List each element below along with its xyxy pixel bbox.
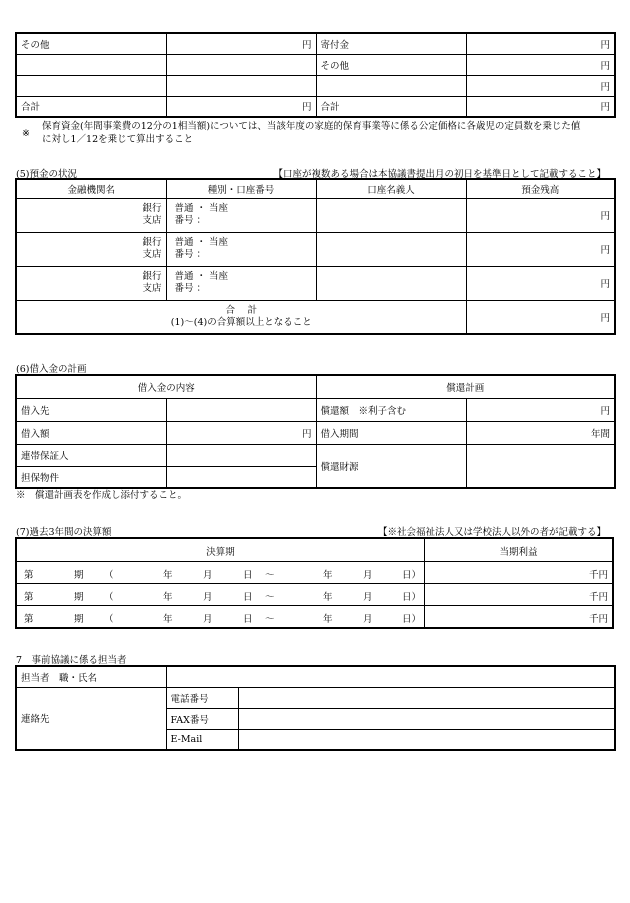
loan-row <box>16 421 615 444</box>
holder-cell[interactable] <box>316 232 466 266</box>
deposits-table <box>15 178 616 335</box>
label-month: 月 <box>203 614 213 625</box>
income-left-label[interactable] <box>16 54 166 75</box>
account-number-label: 番号 ： <box>174 249 207 260</box>
contact-heading: 7 事前協議に係る担当者 <box>16 655 127 666</box>
person-value[interactable] <box>166 666 615 687</box>
bank-label: 銀行 <box>142 203 162 214</box>
settlement-row <box>17 606 612 627</box>
label-tilde: ～ <box>265 592 275 603</box>
branch-label: 支店 <box>142 215 162 226</box>
lender-value[interactable] <box>166 398 316 421</box>
income-left-amount[interactable]: 円 <box>166 33 316 54</box>
income-row <box>16 33 615 54</box>
account-number-label: 番号 ： <box>174 215 207 226</box>
deposits-heading-note: 【口座が複数ある場合は本協議書提出月の初日を基準日として記載すること】 <box>273 169 606 180</box>
repayment-plan-header: 償還計画 <box>316 375 615 398</box>
contact-row <box>16 666 615 687</box>
loan-row <box>16 398 615 421</box>
contact-table <box>15 665 616 751</box>
bank-name-cell[interactable] <box>16 232 166 266</box>
header-bank: 金融機関名 <box>16 179 166 198</box>
label-year: 年 <box>163 570 173 581</box>
open-paren: （ <box>104 570 114 581</box>
repay-source-value[interactable] <box>466 444 615 488</box>
label-month: 月 <box>203 570 213 581</box>
deposits-header-row <box>16 179 615 198</box>
income-left-amount[interactable] <box>166 75 316 96</box>
deposit-total-row <box>16 300 615 334</box>
contact-row <box>16 687 615 708</box>
email-value[interactable] <box>238 729 615 750</box>
label-day: 日 <box>243 614 253 625</box>
income-right-label: その他 <box>316 54 466 75</box>
deposit-row <box>16 232 615 266</box>
label-month: 月 <box>363 570 373 581</box>
income-right-amount[interactable]: 円 <box>466 33 615 54</box>
lender-label: 借入先 <box>16 398 166 421</box>
loan-table <box>15 374 616 489</box>
fax-label: FAX番号 <box>166 708 238 729</box>
label-month: 月 <box>363 614 373 625</box>
label-year: 年 <box>323 614 333 625</box>
branch-label: 支店 <box>142 249 162 260</box>
income-table <box>15 32 616 118</box>
income-total-row <box>16 96 615 117</box>
account-type: 普通 ・ 当座 <box>174 237 229 248</box>
note-mark: ※ <box>22 128 30 139</box>
loan-content-header: 借入金の内容 <box>16 375 316 398</box>
branch-label: 支店 <box>142 283 162 294</box>
balance-cell[interactable]: 円 <box>466 266 615 300</box>
phone-label: 電話番号 <box>166 687 238 708</box>
header-account: 種別・口座番号 <box>166 179 316 198</box>
deposit-total-label: 合 計 <box>225 304 258 316</box>
profit-value[interactable]: 千円 <box>588 614 608 625</box>
account-cell[interactable] <box>166 198 316 232</box>
loan-row <box>16 444 615 466</box>
label-ki: 期 <box>74 570 84 581</box>
profit-value[interactable]: 千円 <box>588 592 608 603</box>
holder-cell[interactable] <box>316 198 466 232</box>
settlement-table <box>15 537 614 629</box>
settlement-row <box>17 562 612 583</box>
repay-amount-label: 償還額 ※利子含む <box>316 398 466 421</box>
loan-period-value[interactable]: 年間 <box>466 421 615 444</box>
income-left-label[interactable] <box>16 75 166 96</box>
bank-label: 銀行 <box>142 271 162 282</box>
settlement-heading: (7)過去3年間の決算額 <box>16 527 112 538</box>
label-year: 年 <box>163 614 173 625</box>
income-right-amount[interactable]: 円 <box>466 54 615 75</box>
income-right-label[interactable] <box>316 75 466 96</box>
phone-value[interactable] <box>238 687 615 708</box>
guarantor-label: 連帯保証人 <box>16 444 166 466</box>
repay-amount-value[interactable]: 円 <box>466 398 615 421</box>
loan-header-row <box>16 375 615 398</box>
income-row <box>16 75 615 96</box>
loan-amount-value[interactable]: 円 <box>166 421 316 444</box>
income-total-amount[interactable]: 円 <box>166 96 316 117</box>
label-day: 日 <box>243 570 253 581</box>
label-dai: 第 <box>24 592 34 603</box>
account-type: 普通 ・ 当座 <box>174 203 229 214</box>
deposits-heading: (5)預金の状況 <box>16 169 77 180</box>
loan-note: ※ 償還計画表を作成し添付すること。 <box>16 490 188 501</box>
header-period: 決算期 <box>206 547 235 558</box>
label-month: 月 <box>203 592 213 603</box>
income-total-amount[interactable]: 円 <box>466 96 615 117</box>
label-year: 年 <box>323 570 333 581</box>
deposit-row <box>16 198 615 232</box>
income-left-amount[interactable] <box>166 54 316 75</box>
note-line-2: に対し1／12を乗じて算出すること <box>42 134 194 145</box>
open-paren: （ <box>104 614 114 625</box>
label-day-close: 日） <box>402 614 422 625</box>
settlement-heading-note: 【※社会福祉法人又は学校法人以外の者が記載する】 <box>377 527 606 538</box>
label-year: 年 <box>323 592 333 603</box>
repay-source-label: 償還財源 <box>316 444 466 488</box>
loan-heading: (6)借入金の計画 <box>16 364 87 375</box>
header-holder: 口座名義人 <box>316 179 466 198</box>
label-tilde: ～ <box>265 570 275 581</box>
label-dai: 第 <box>24 570 34 581</box>
settlement-row <box>17 584 612 605</box>
collateral-label: 担保物件 <box>16 466 166 488</box>
bank-name-cell[interactable] <box>16 198 166 232</box>
income-right-label: 寄付金 <box>316 33 466 54</box>
loan-period-label: 借入期間 <box>316 421 466 444</box>
bank-label: 銀行 <box>142 237 162 248</box>
period-number-input[interactable] <box>41 565 69 580</box>
period-number-input[interactable] <box>41 609 69 624</box>
person-label: 担当者 職・氏名 <box>16 666 166 687</box>
header-balance: 預金残高 <box>466 179 615 198</box>
balance-cell[interactable]: 円 <box>466 198 615 232</box>
note-line-1: 保育資金(年間事業費の12分の1相当額)については、当該年度の家庭的保育事業等に係る公定価格に各歳児の定員数を乗じた値 <box>42 121 581 132</box>
fax-value[interactable] <box>238 708 615 729</box>
income-right-amount[interactable]: 円 <box>466 75 615 96</box>
label-ki: 期 <box>74 592 84 603</box>
label-month: 月 <box>363 592 373 603</box>
income-left-label: その他 <box>16 33 166 54</box>
account-number-label: 番号 ： <box>174 283 207 294</box>
label-day: 日 <box>243 592 253 603</box>
guarantor-value[interactable] <box>166 444 316 466</box>
account-cell[interactable] <box>166 232 316 266</box>
label-ki: 期 <box>74 614 84 625</box>
email-label: E-Mail <box>166 729 238 750</box>
income-total-label: 合計 <box>16 96 166 117</box>
profit-value[interactable]: 千円 <box>588 570 608 581</box>
deposit-total-amount[interactable]: 円 <box>466 300 615 334</box>
income-row <box>16 54 615 75</box>
deposit-total-label-cell <box>16 300 466 334</box>
label-day-close: 日） <box>402 592 422 603</box>
holder-cell[interactable] <box>316 266 466 300</box>
loan-amount-label: 借入額 <box>16 421 166 444</box>
collateral-value[interactable] <box>166 466 316 488</box>
period-number-input[interactable] <box>41 587 69 602</box>
account-cell[interactable] <box>166 266 316 300</box>
contact-label: 連絡先 <box>16 687 166 750</box>
label-dai: 第 <box>24 614 34 625</box>
bank-name-cell[interactable] <box>16 266 166 300</box>
account-type: 普通 ・ 当座 <box>174 271 229 282</box>
open-paren: （ <box>104 592 114 603</box>
deposit-total-note: (1)～(4)の合算額以上となること <box>170 316 312 328</box>
income-total-label: 合計 <box>316 96 466 117</box>
balance-cell[interactable]: 円 <box>466 232 615 266</box>
deposit-row <box>16 266 615 300</box>
label-day-close: 日） <box>402 570 422 581</box>
label-year: 年 <box>163 592 173 603</box>
label-tilde: ～ <box>265 614 275 625</box>
header-profit: 当期利益 <box>499 547 538 558</box>
